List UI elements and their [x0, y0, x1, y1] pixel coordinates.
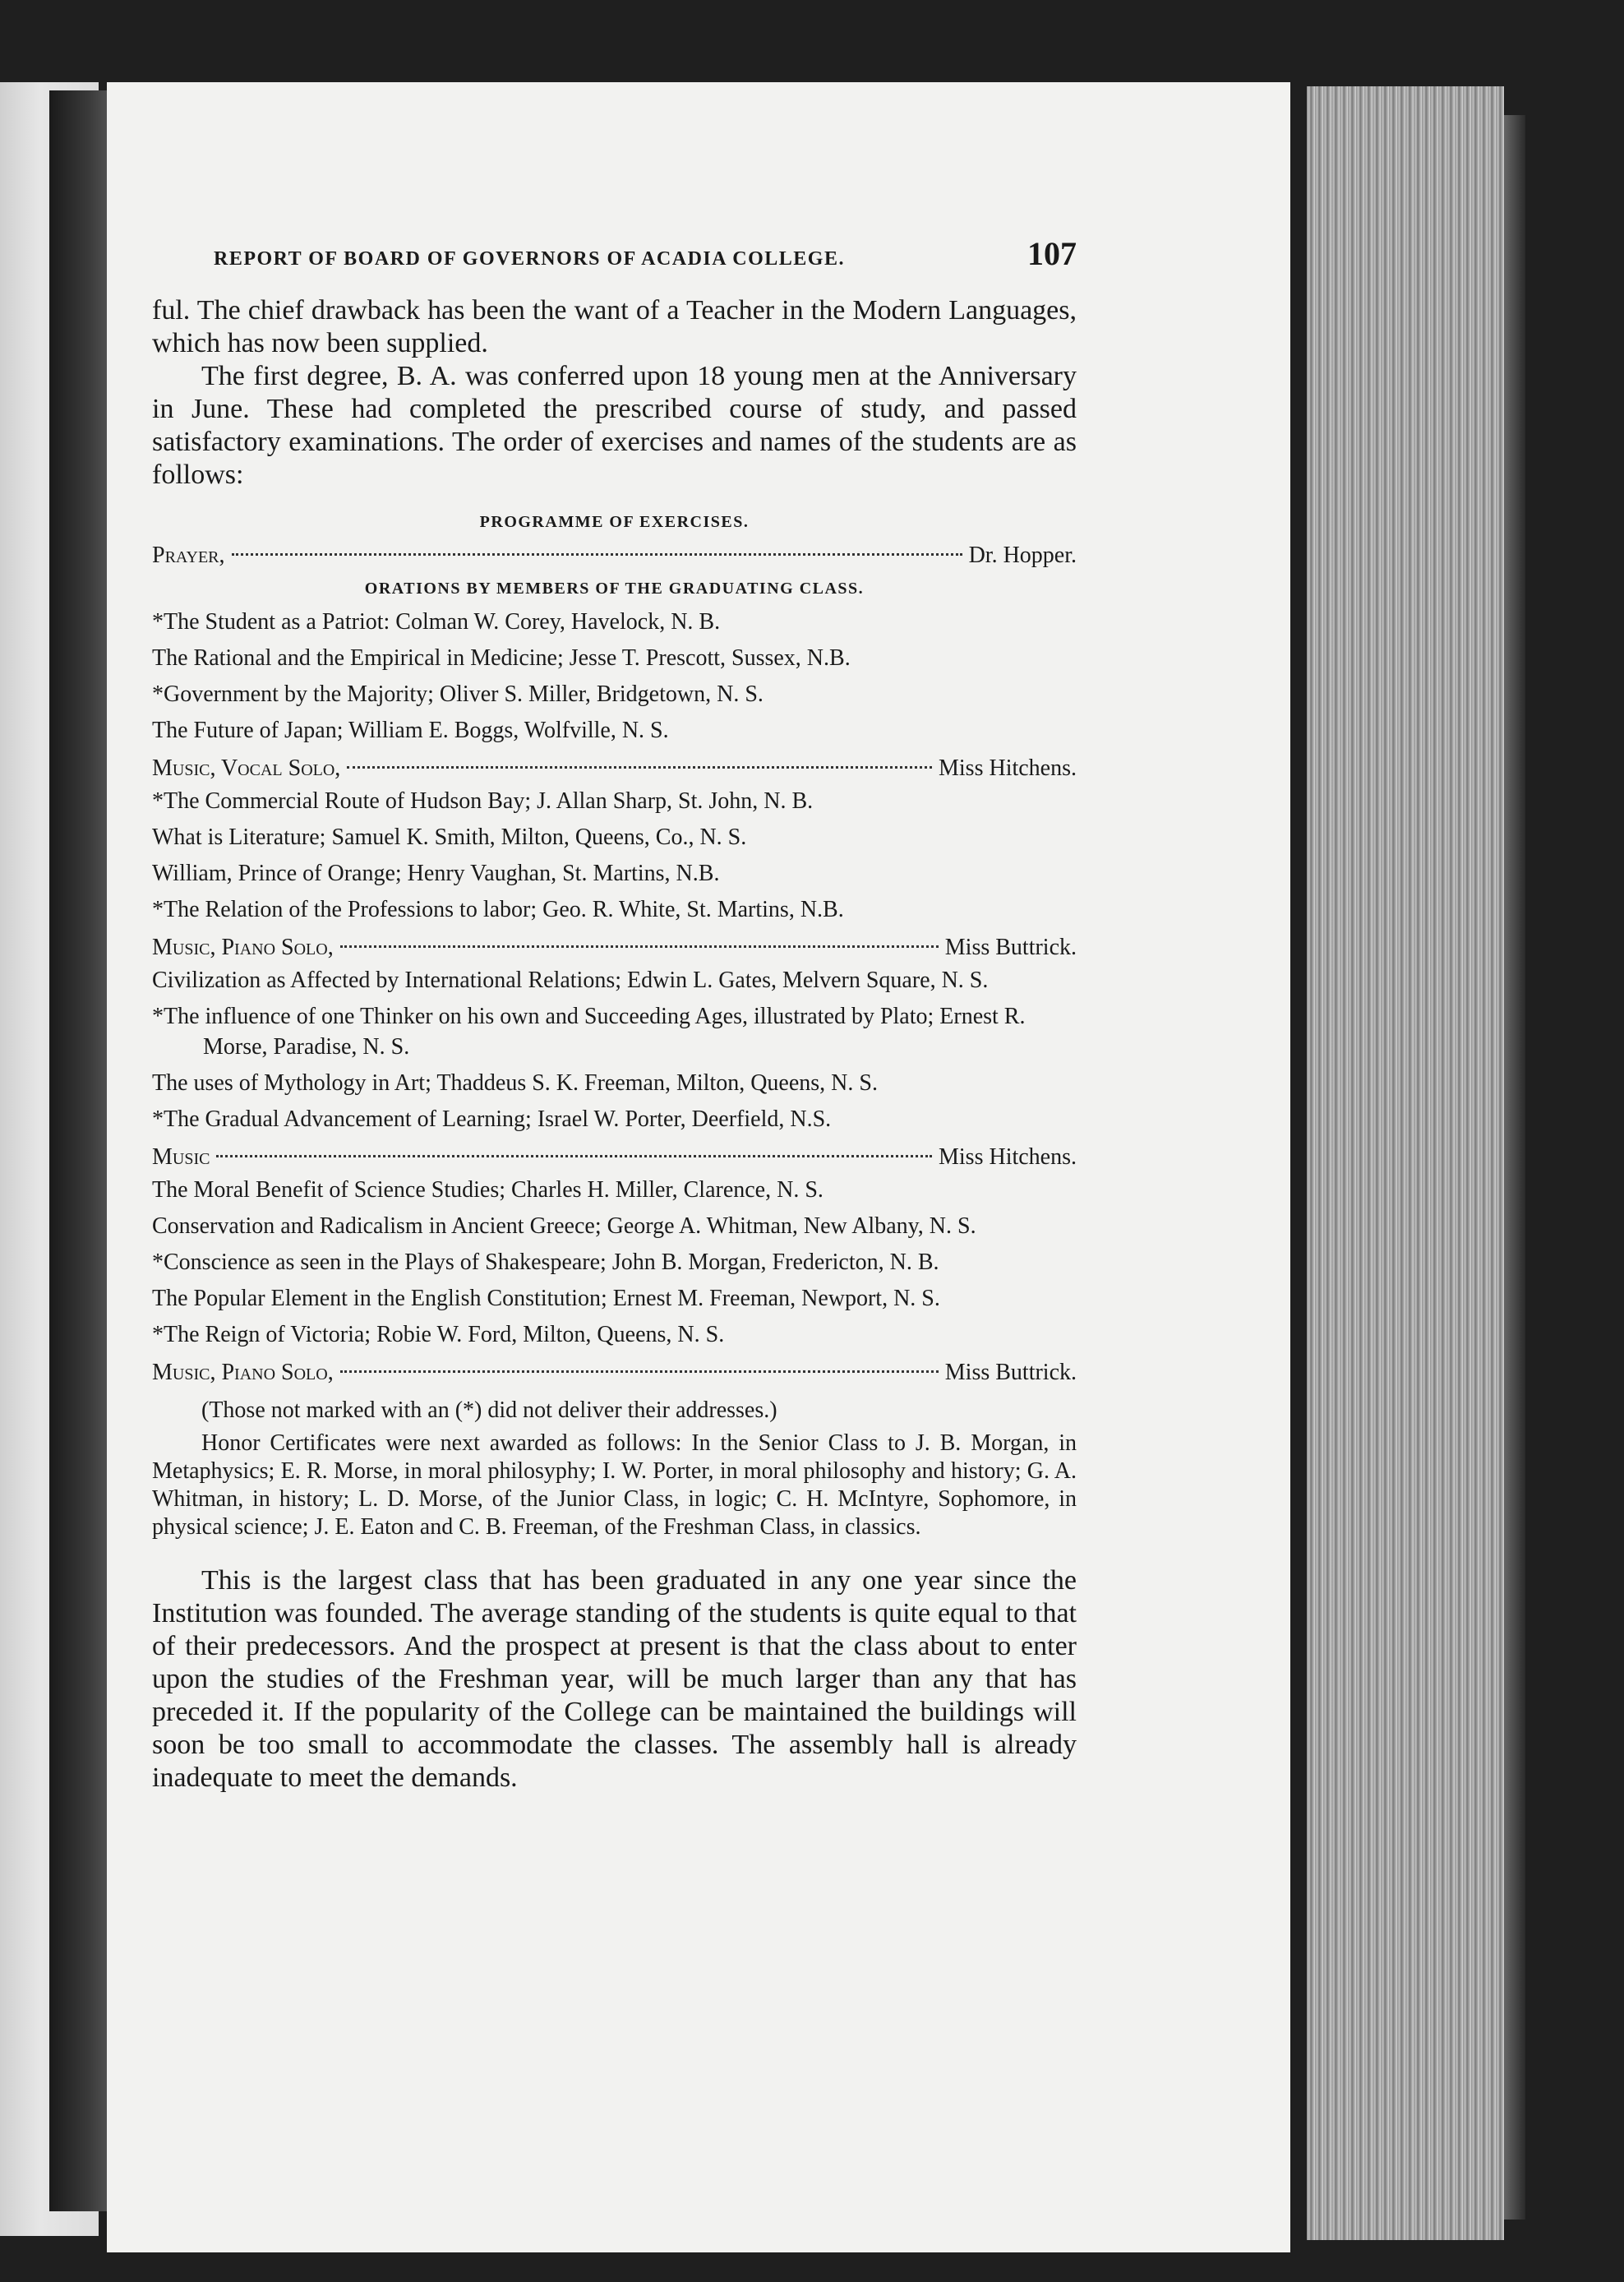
prayer-label: Prayer,: [152, 543, 225, 568]
running-head: [214, 234, 1077, 273]
closing-paragraph: This is the largest class that has been graduated in any one year since the Institution was founded. The average standing of the students is quite equal to that of their predecessors. And the prospect at present is that the class about to enter upon the studies of the Freshman year, will be much larger than any that has preceded it. If the popularity of the College can be maintained the buildings will soon be too small to accommodate the classes. The assembly hall is already inadequate to meet the demands.: [152, 1565, 1077, 1793]
music-line: [152, 931, 1077, 965]
oration-item: *The Student as a Patriot: Colman W. Corey, Havelock, N. B.: [152, 609, 721, 635]
oration-item: The Popular Element in the English Constitution; Ernest M. Freeman, Newport, N. S.: [152, 1286, 940, 1311]
music-label: Music, Vocal Solo,: [152, 755, 341, 781]
oration-item: The Future of Japan; William E. Boggs, Wolfville, N. S.: [152, 718, 669, 743]
leader-dots: [216, 1155, 932, 1157]
oration-item: *The Relation of the Professions to labor; Geo. R. White, St. Martins, N.B.: [152, 897, 844, 922]
leader-dots: [347, 766, 932, 769]
page-number: 107: [1027, 235, 1077, 272]
oration-item: Conservation and Radicalism in Ancient Greece; George A. Whitman, New Albany, N. S.: [152, 1213, 976, 1239]
book-gutter: [49, 90, 115, 2211]
leader-dots: [340, 945, 939, 948]
oration-item: *The Reign of Victoria; Robie W. Ford, Milton, Queens, N. S.: [152, 1322, 725, 1347]
oration-item: William, Prince of Orange; Henry Vaughan, St. Martins, N.B.: [152, 861, 720, 886]
prayer-performer: Dr. Hopper.: [968, 543, 1077, 568]
oration-item: *Conscience as seen in the Plays of Shakespeare; John B. Morgan, Fredericton, N. B.: [152, 1250, 939, 1275]
page-content: [152, 234, 1077, 1795]
page-block-shadow: [1504, 115, 1525, 2220]
leader-dots: [232, 553, 962, 556]
oration-item: The Rational and the Empirical in Medicine; Jesse T. Prescott, Sussex, N.B.: [152, 645, 851, 671]
paragraph-degree: The first degree, B. A. was conferred upon 18 young men at the Anniversary in June. These had completed the prescribed course of study, and passed satisfactory examinations. The order of exercises and names of the students are as follows:: [152, 361, 1077, 490]
oration-item: Civilization as Affected by International Relations; Edwin L. Gates, Melvern Square, N. S.: [152, 968, 989, 993]
music-line: [152, 751, 1077, 786]
music-label: Music, Piano Solo,: [152, 1360, 334, 1385]
music-label: Music: [152, 1144, 210, 1170]
programme-note: (Those not marked with an (*) did not deliver their addresses.): [201, 1397, 777, 1423]
oration-item: What is Literature; Samuel K. Smith, Milton, Queens, Co., N. S.: [152, 825, 747, 850]
music-performer: Miss Hitchens.: [939, 1144, 1077, 1170]
paragraph-continuation: ful. The chief drawback has been the want of a Teacher in the Modern Languages, which has now been supplied.: [152, 295, 1077, 358]
page-block-edge: [1307, 86, 1504, 2240]
prayer-line: [152, 538, 1077, 573]
music-performer: Miss Hitchens.: [939, 755, 1077, 781]
running-head-title: REPORT OF BOARD OF GOVERNORS OF ACADIA COLLEGE.: [214, 248, 845, 270]
music-performer: Miss Buttrick.: [944, 1360, 1077, 1385]
oration-item: The uses of Mythology in Art; Thaddeus S. K. Freeman, Milton, Queens, N. S.: [152, 1070, 878, 1096]
oration-item: *The Gradual Advancement of Learning; Israel W. Porter, Deerfield, N.S.: [152, 1106, 832, 1132]
oration-item: *Government by the Majority; Oliver S. Miller, Bridgetown, N. S.: [152, 681, 764, 707]
music-line: [152, 1356, 1077, 1390]
oration-item: *The influence of one Thinker on his own and Succeeding Ages, illustrated by Plato; Ernest R. Morse, Paradise, N. S.: [152, 1004, 1026, 1060]
honors-paragraph: Honor Certificates were next awarded as follows: In the Senior Class to J. B. Morgan, in Metaphysics; E. R. Morse, in moral philosyphy; I. W. Porter, in moral philosophy and history; G. A. Whitman, in history; L. D. Morse, of the Junior Class, in logic; C. H. McIntyre, Sophomore, in physical science; J. E. Eaton and C. B. Freeman, of the Freshman Class, in classics.: [152, 1430, 1077, 1540]
oration-item: *The Commercial Route of Hudson Bay; J. Allan Sharp, St. John, N. B.: [152, 788, 814, 814]
programme-heading: PROGRAMME OF EXERCISES.: [479, 513, 750, 531]
orations-heading: ORATIONS BY MEMBERS OF THE GRADUATING CLASS.: [364, 580, 865, 598]
oration-item: The Moral Benefit of Science Studies; Charles H. Miller, Clarence, N. S.: [152, 1177, 824, 1203]
music-label: Music, Piano Solo,: [152, 935, 334, 960]
leader-dots: [340, 1370, 939, 1373]
music-line: [152, 1140, 1077, 1175]
music-performer: Miss Buttrick.: [944, 935, 1077, 960]
